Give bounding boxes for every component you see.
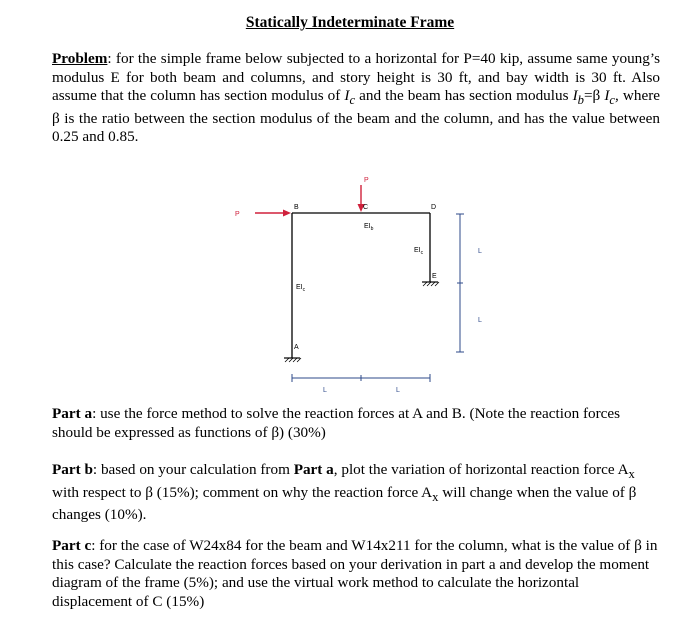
problem-label: Problem <box>52 50 108 67</box>
part-a <box>52 405 662 442</box>
label-ei-right-column: $EI_c$ <box>414 247 424 256</box>
part-c-text: : for the case of W24x84 for the beam and W14x211 for the column, what is the value of β in this case? Calculate the reaction forces based on your derivation in part a and develop the moment diagram of the frame (5%); and use the virtual work method to calculate the horizontal displacement of C (15%) <box>52 537 658 610</box>
part-c-label: Part c <box>52 537 92 554</box>
dimension-right <box>456 214 464 352</box>
support-e <box>422 282 439 286</box>
label-ei-beam: $EI_b$ <box>364 223 374 232</box>
load-arrow-horizontal <box>255 210 291 217</box>
problem-equals: =β <box>583 87 605 104</box>
label-l-bottom-right: L <box>396 387 400 394</box>
part-b-ref: Part a <box>293 461 334 478</box>
part-a-label: Part a <box>52 405 93 422</box>
part-a-text: : use the force method to solve the reaction forces at A and B. (Note the reaction forces should be expressed as functions of β) (30%) <box>52 405 621 441</box>
part-b-text-4: will change when the value of β changes (10%). <box>52 483 637 524</box>
ic-symbol: I <box>344 87 350 104</box>
label-e: E <box>432 273 437 280</box>
part-b-label: Part b <box>52 461 93 478</box>
part-b-text-3: with respect to β (15%); comment on why the reaction force A <box>52 483 433 501</box>
label-p-vertical: P <box>364 177 369 184</box>
dimension-bottom <box>292 374 430 382</box>
label-ei-left-column: $EI_c$ <box>296 284 306 293</box>
label-c: C <box>363 204 369 211</box>
label-l-right-top: L <box>478 248 482 255</box>
ic-subscript: c <box>349 93 356 108</box>
problem-text-3: , where β is the ratio between the section modulus of the beam and the column, and has the value between 0.25 and 0.85. <box>52 87 661 146</box>
label-p-horizontal: P <box>235 211 240 218</box>
label-d: D <box>431 204 437 211</box>
page-title: Statically Indeterminate Frame <box>245 14 455 31</box>
part-b-sub-1: x <box>628 467 635 482</box>
label-b: B <box>294 204 299 211</box>
label-l-bottom-left: L <box>323 387 327 394</box>
label-l-right-bottom: L <box>478 317 482 324</box>
label-a: A <box>294 344 299 351</box>
part-b-sub-2: x <box>432 489 439 504</box>
part-b-text-2: , plot the variation of horizontal reaction force A <box>333 461 629 478</box>
part-b-text-1: : based on your calculation from <box>92 461 294 478</box>
ic2-subscript: c <box>609 93 616 108</box>
part-b <box>52 461 662 525</box>
ib-subscript: b <box>577 93 584 108</box>
ic2-symbol: I <box>604 87 610 104</box>
support-a <box>284 358 301 362</box>
part-c <box>52 537 662 611</box>
problem-text-2: and the beam has section modulus <box>355 87 573 104</box>
ib-symbol: I <box>572 87 578 104</box>
problem-text-1: : for the simple frame below subjected to a horizontal for P=40 kip, assume same young’s modulus E for both beam and columns, and story height is 30 ft, and bay width is 30 ft. Also assume that the column has section modulus of <box>52 50 660 104</box>
